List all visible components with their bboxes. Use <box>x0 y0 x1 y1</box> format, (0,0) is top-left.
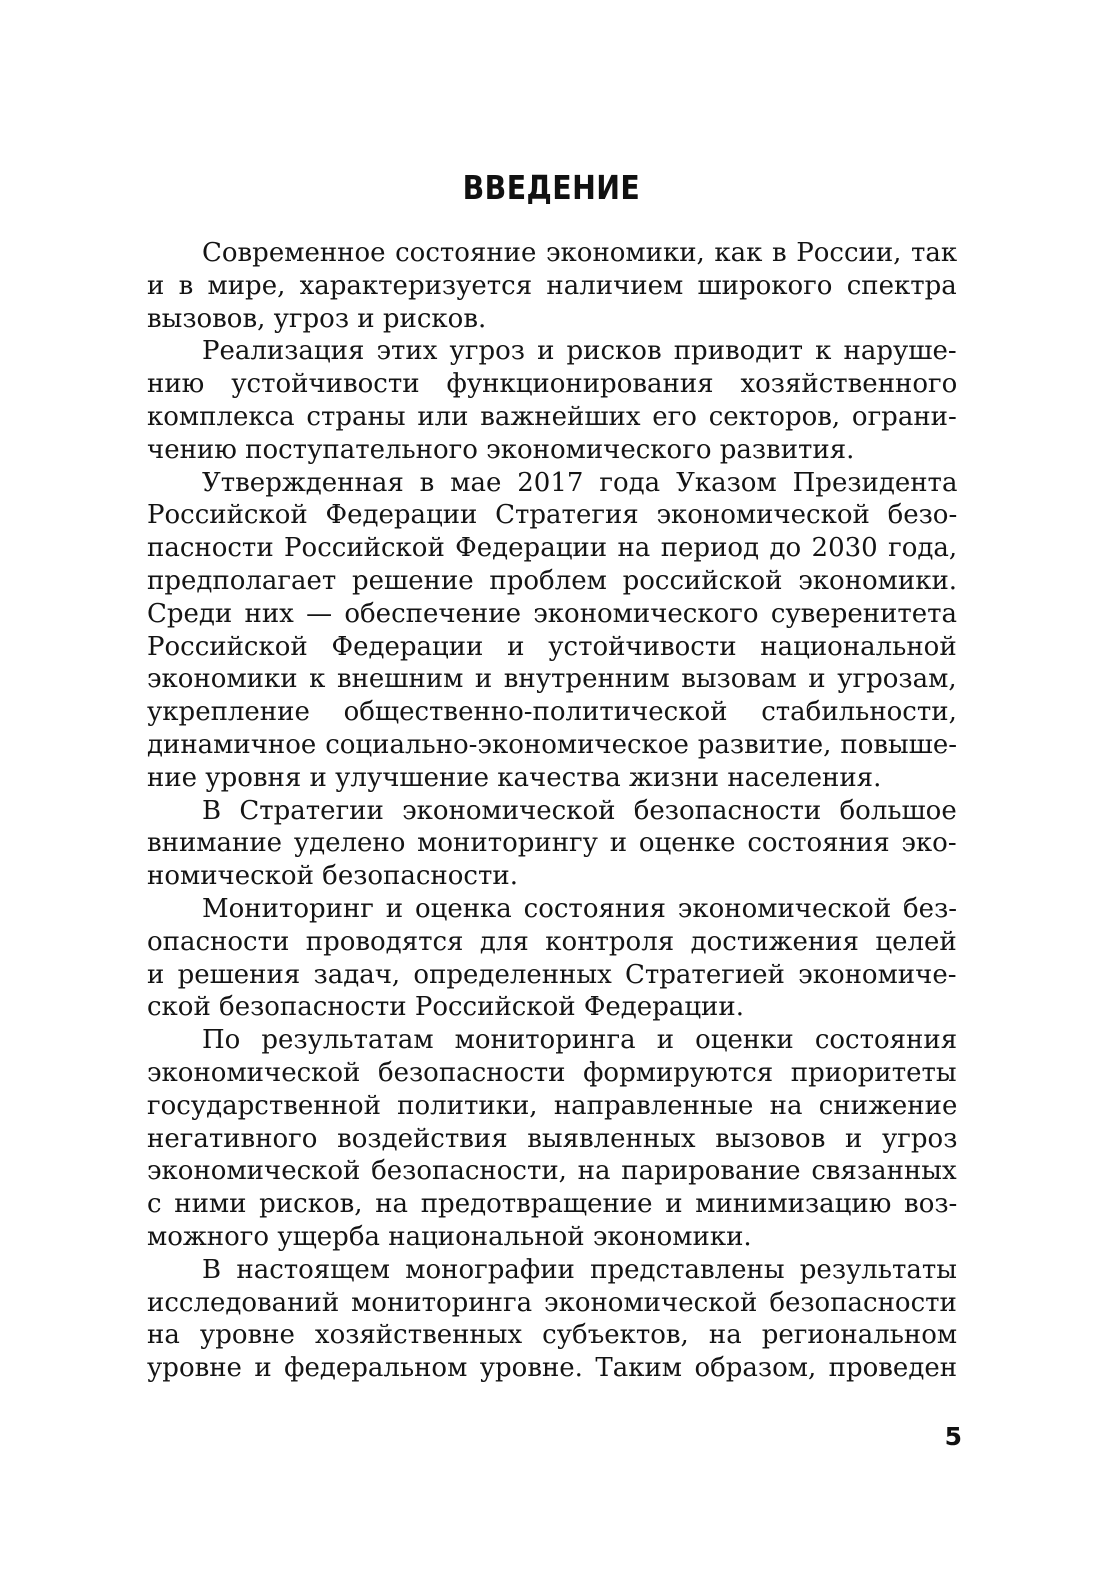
text-line: экономики к внешним и внутренним вызовам и угрозам, <box>147 664 957 695</box>
text-line: пасности Российской Федерации на период до 2030 года, <box>147 533 958 564</box>
text-line: нию устойчивости функционирования хозяйственного <box>147 369 958 400</box>
text-line: уровне и федеральном уровне. Таким образом, проведен <box>147 1353 958 1384</box>
text-line: номической безопасности. <box>147 861 518 892</box>
text-line: Современное состояние экономики, как в России, так <box>202 238 958 268</box>
text-line: опасности проводятся для контроля достижения целей <box>147 926 957 957</box>
text-line: экономической безопасности формируются приоритеты <box>147 1057 957 1088</box>
text-line: негативного воздействия выявленных вызовов и угроз <box>147 1123 958 1154</box>
body-text <box>147 237 957 1385</box>
text-line: укрепление общественно-политической стабильности, <box>147 697 957 728</box>
text-line: Мониторинг и оценка состояния экономической без- <box>202 893 958 924</box>
text-line: экономической безопасности, на парирование связанных <box>147 1156 957 1187</box>
page-number: 5 <box>944 1422 962 1451</box>
text-line: Реализация этих угроз и рисков приводит к наруше- <box>202 336 957 367</box>
text-line: динамичное социально-экономическое развитие, повыше- <box>147 729 958 760</box>
text-line: Российской Федерации и устойчивости национальной <box>147 631 957 662</box>
text-line: Среди них — обеспечение экономического суверенитета <box>147 598 958 629</box>
text-line: вызовов, угроз и рисков. <box>147 303 487 334</box>
text-line: чению поступательного экономического развития. <box>147 434 855 465</box>
text-line: комплекса страны или важнейших его секторов, ограни- <box>147 401 957 432</box>
text-line: государственной политики, направленные на снижение <box>147 1090 958 1121</box>
text-line: По результатам мониторинга и оценки состояния <box>202 1025 958 1056</box>
text-line: внимание уделено мониторингу и оценке состояния эко- <box>147 828 957 859</box>
text-line: ской безопасности Российской Федерации. <box>147 992 744 1023</box>
text-line: с ними рисков, на предотвращение и минимизацию воз- <box>147 1189 958 1220</box>
text-line: и в мире, характеризуется наличием широкого спектра <box>147 270 957 301</box>
text-line: ние уровня и улучшение качества жизни населения. <box>147 762 882 793</box>
text-line: В Стратегии экономической безопасности большое <box>202 795 957 826</box>
text-line: В настоящем монографии представлены результаты <box>202 1254 957 1285</box>
text-line: Российской Федерации Стратегия экономической безо- <box>147 500 958 531</box>
text-line: исследований мониторинга экономической безопасности <box>147 1287 957 1318</box>
text-line: можного ущерба национальной экономики. <box>147 1221 752 1252</box>
text-line: и решения задач, определенных Стратегией экономиче- <box>147 959 957 990</box>
text-line: Утвержденная в мае 2017 года Указом Президента <box>202 467 958 498</box>
text-line: предполагает решение проблем российской экономики. <box>147 565 958 596</box>
chapter-heading: ВВЕДЕНИЕ <box>462 168 641 207</box>
text-line: на уровне хозяйственных субъектов, на региональном <box>147 1320 958 1351</box>
